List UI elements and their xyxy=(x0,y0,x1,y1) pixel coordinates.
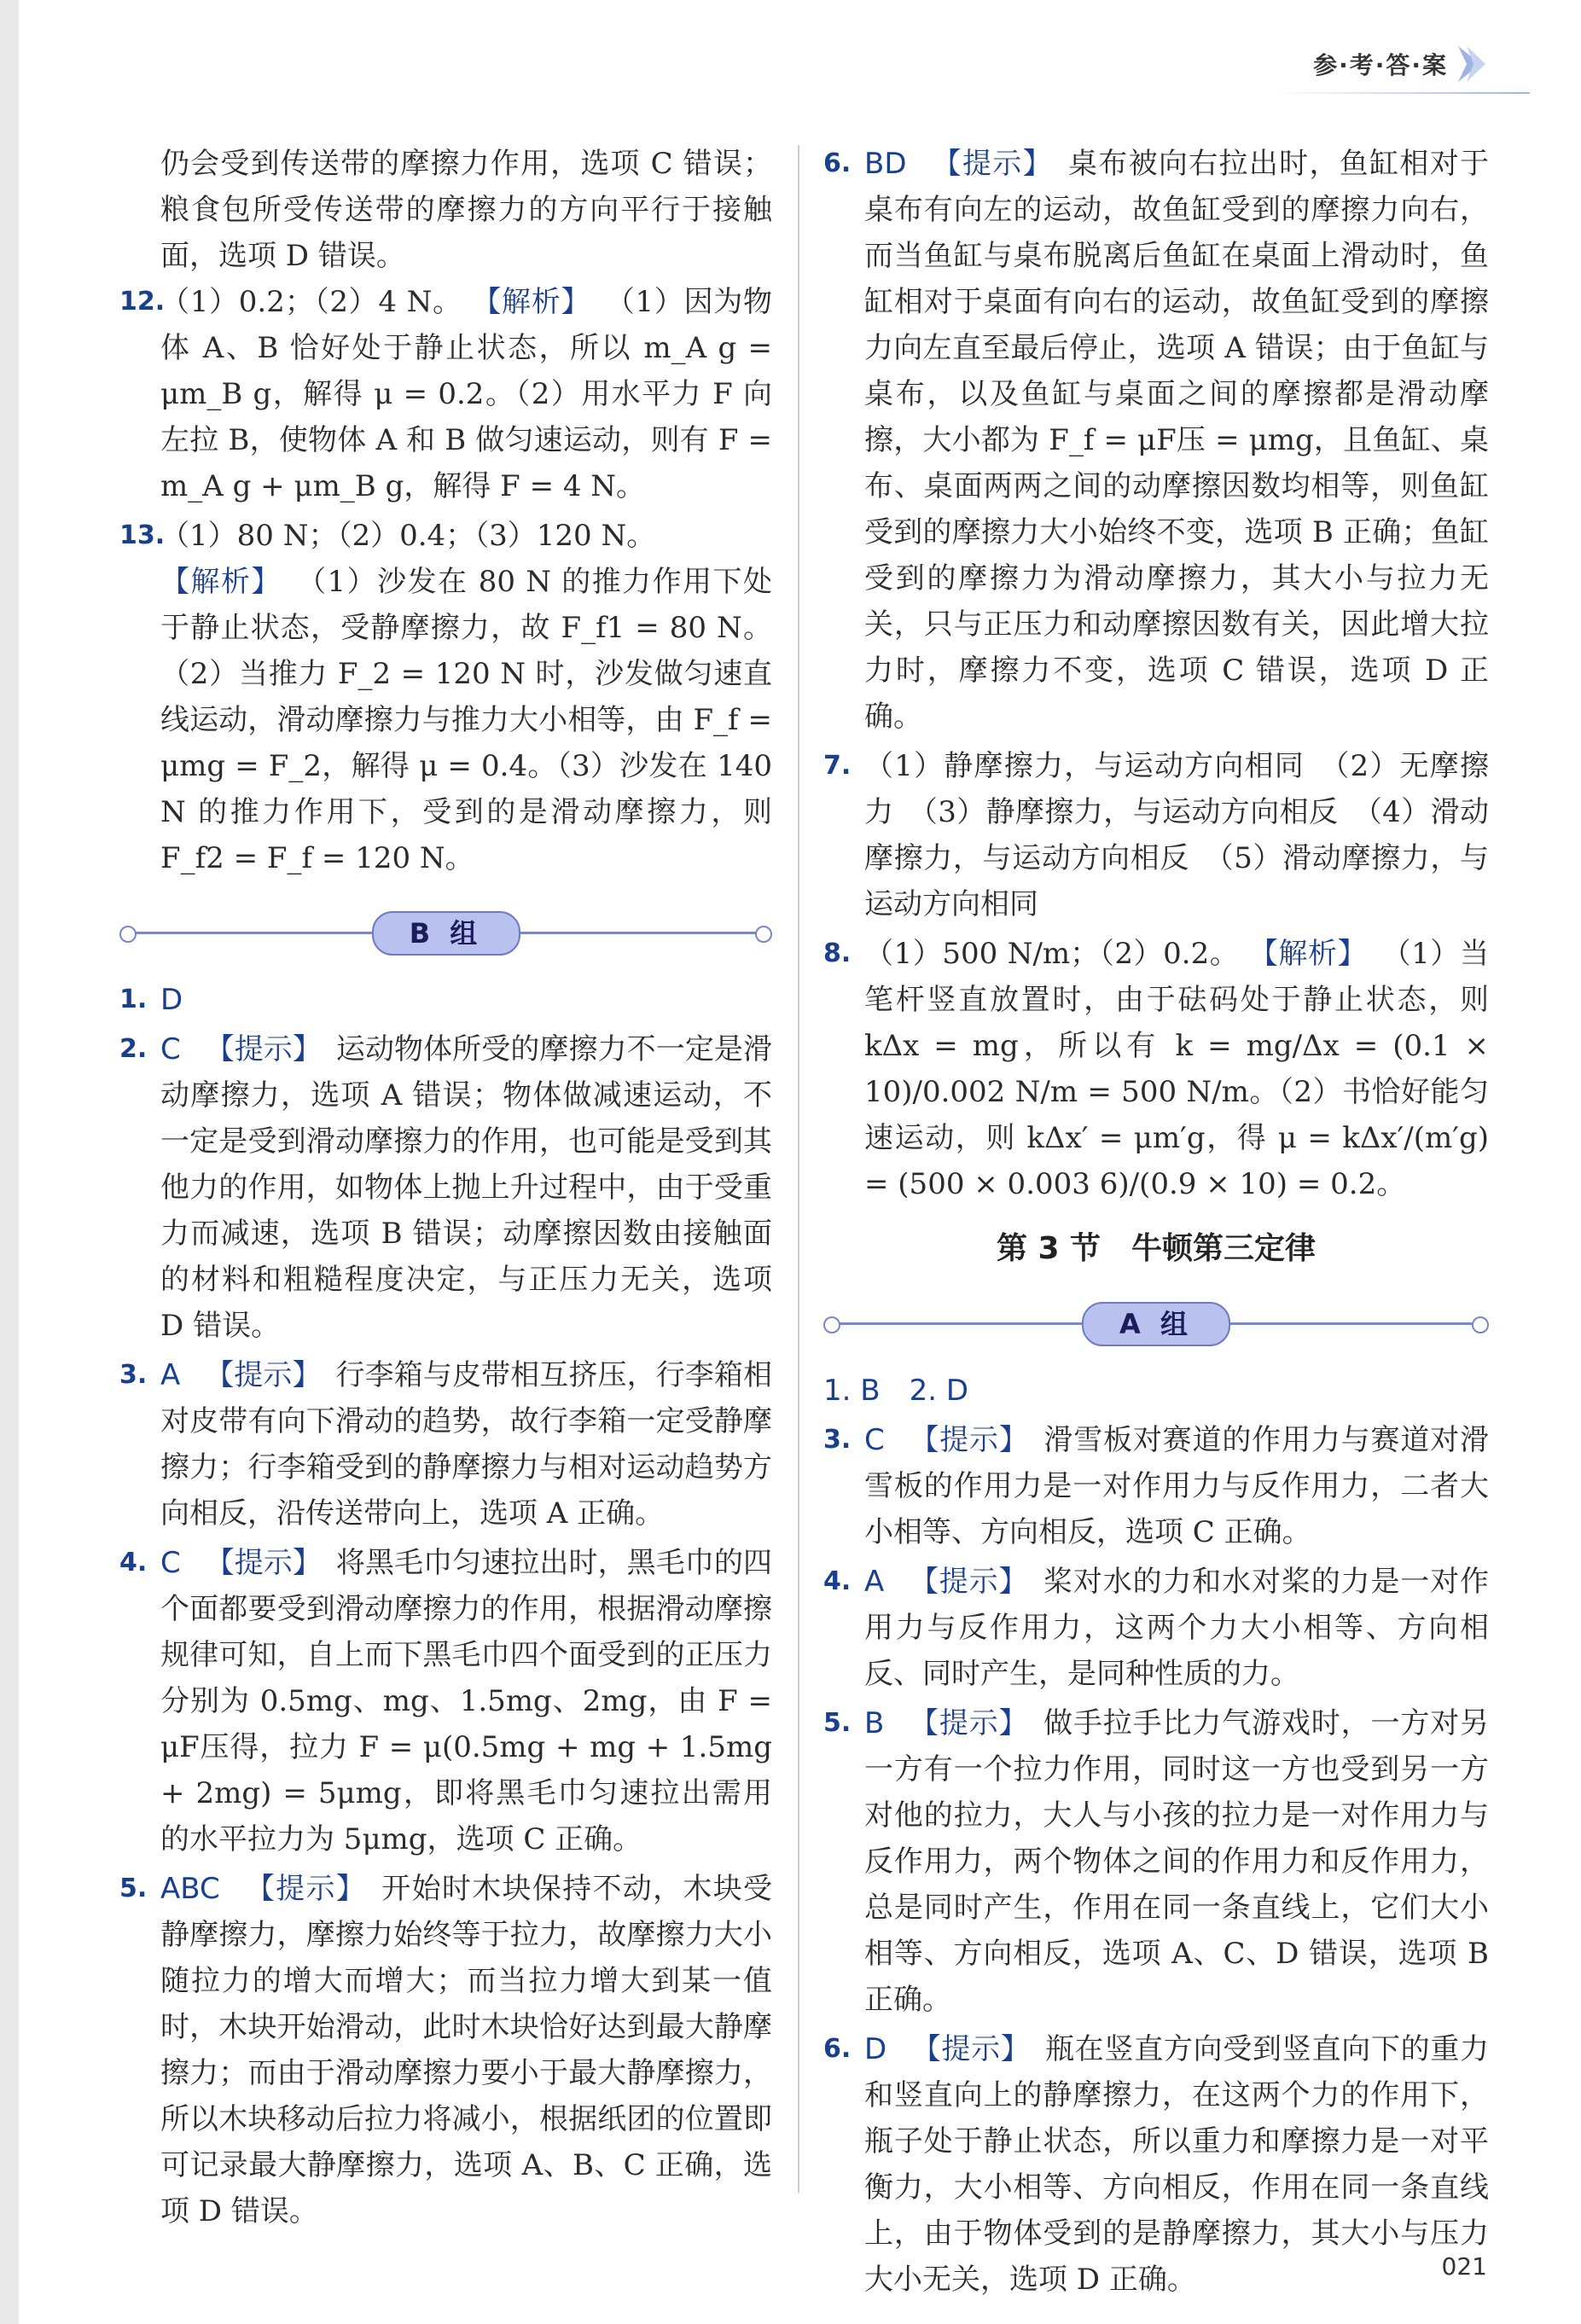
answer: A xyxy=(160,1358,181,1392)
answer: （1）500 N/m；（2）0.2。 xyxy=(864,937,1240,971)
hint-tag: 【提示】 xyxy=(910,1706,1029,1740)
answer: C xyxy=(864,1423,885,1457)
analysis-tag: 【解析】 xyxy=(472,285,591,319)
answer-text: 1. B 2. D xyxy=(823,1374,968,1408)
question-b6 xyxy=(823,141,1489,740)
answer: （1）0.2；（2）4 N。 xyxy=(160,285,462,319)
analysis-text: （1）沙发在 80 N 的推力作用下处于静止状态，受静摩擦力，故 F_f1 = 80 N。（2）当推力 F_2 = 120 N 时，沙发做匀速直线运动，滑动摩擦力与推力大小相等，由 F_f = μmg = F_2，解得 μ = 0.4。（3）沙发在 140 N 的推力作用下，受到的是滑动摩擦力，则 F_f2 = F_f = 120 N。 xyxy=(160,565,772,875)
answer-text: （1）静摩擦力，与运动方向相同 （2）无摩擦力 （3）静摩擦力，与运动方向相反 （4）滑动摩擦力，与运动方向相反 （5）滑动摩擦力，与运动方向相同 xyxy=(864,749,1489,921)
group-b-banner xyxy=(119,907,772,958)
question-number: 2. xyxy=(119,1034,148,1064)
question-number: 13. xyxy=(119,520,166,550)
question-number: 3. xyxy=(119,1360,148,1390)
question-12 xyxy=(119,279,772,509)
continued-text: 仍会受到传送带的摩擦力作用，选项 C 错误；粮食包所受传送带的摩擦力的方向平行于接触面，选项 D 错误。 xyxy=(160,147,772,273)
question-number: 5. xyxy=(823,1708,852,1738)
section-title: 第 3 节 牛顿第三定律 xyxy=(996,1231,1317,1266)
question-b5 xyxy=(119,1866,772,2234)
question-number: 1. xyxy=(119,985,148,1014)
answer: C xyxy=(160,1546,181,1580)
question-number: 6. xyxy=(823,148,852,178)
question-number: 12. xyxy=(119,287,166,317)
question-number: 8. xyxy=(823,938,852,968)
question-a4 xyxy=(823,1559,1489,1697)
hint-text: 瓶在竖直方向受到竖直向下的重力和竖直向上的静摩擦力，在这两个力的作用下，瓶子处于静止状态，所以重力和摩擦力是一对平衡力，大小相等、方向相反，作用在同一条直线上，由于物体受到的是静摩擦力，其大小与压力大小无关，选项 D 正确。 xyxy=(864,2032,1490,2297)
right-column xyxy=(823,141,1489,2306)
analysis-text: （1）当笔杆竖直放置时，由于砝码处于静止状态，则 kΔx = mg，所以有 k = mg/Δx = (0.1 × 10)/0.002 N/m = 500 N/m。（2）书恰好能匀速运动，则 kΔx′ = μm′g，得 μ = kΔx′/(m′g) = (500 × 0.003 6)/(0.9 × 10) = 0.2。 xyxy=(864,937,1490,1201)
answer: ABC xyxy=(160,1872,220,1906)
hint-text: 行李箱与皮带相互挤压，行李箱相对皮带有向下滑动的趋势，故行李箱一定受静摩擦力；行李箱受到的静摩擦力与相对运动趋势方向相反，沿传送带向上，选项 A 正确。 xyxy=(160,1358,773,1531)
answer: D xyxy=(864,2032,887,2066)
question-13 xyxy=(119,513,772,881)
question-b8 xyxy=(823,931,1489,1207)
hint-text: 运动物体所受的摩擦力不一定是滑动摩擦力，选项 A 错误；物体做减速运动，不一定是受到滑动摩擦力的作用，也可能是受到其他力的作用，如物体上抛上升过程中，由于受重力而减速，选项 B 错误；动摩擦因数由接触面的材料和粗糙程度决定，与正压力无关，选项 D 错误。 xyxy=(160,1032,772,1343)
question-number: 4. xyxy=(823,1566,852,1596)
banner-dot xyxy=(755,926,772,943)
analysis-tag: 【解析】 xyxy=(160,565,282,599)
question-a3 xyxy=(823,1417,1489,1555)
group-label: B 组 xyxy=(372,911,520,956)
question-a5 xyxy=(823,1700,1489,2023)
answer: BD xyxy=(864,147,907,181)
question-number: 6. xyxy=(823,2034,852,2064)
question-number: 4. xyxy=(119,1548,148,1577)
banner-dot xyxy=(823,1316,840,1333)
question-b1 xyxy=(119,977,772,1023)
group-label: A 组 xyxy=(1082,1302,1230,1346)
answer: A xyxy=(864,1565,885,1599)
question-b3 xyxy=(119,1352,772,1537)
group-a-banner xyxy=(823,1298,1489,1349)
answer: B xyxy=(864,1706,885,1740)
hint-tag: 【提示】 xyxy=(909,1565,1029,1599)
hint-text: 桨对水的力和水对桨的力是一对作用力与反作用力，这两个力大小相等、方向相反、同时产生，是同种性质的力。 xyxy=(864,1565,1490,1691)
hint-tag: 【提示】 xyxy=(911,2032,1031,2066)
hint-text: 做手拉手比力气游戏时，一方对另一方有一个拉力作用，同时这一方也受到另一方对他的拉力，大人与小孩的拉力是一对作用力与反作用力，两个物体之间的作用力和反作用力，总是同时产生，作用在同一条直线上，它们大小相等、方向相反，选项 A、C、D 错误，选项 B 正确。 xyxy=(864,1706,1490,2017)
hint-text: 开始时木块保持不动，木块受静摩擦力，摩擦力始终等于拉力，故摩擦力大小随拉力的增大而增大；而当拉力增大到某一值时，木块开始滑动，此时木块恰好达到最大静摩擦力；而由于滑动摩擦力要小于最大静摩擦力，所以木块移动后拉力将减小，根据纸团的位置即可记录最大静摩擦力，选项 A、B、C 正确，选项 D 错误。 xyxy=(160,1872,773,2228)
analysis-tag: 【解析】 xyxy=(1248,937,1368,971)
question-a6 xyxy=(823,2026,1489,2303)
column-divider xyxy=(798,145,799,2193)
answer: D xyxy=(160,983,183,1017)
question-number: 5. xyxy=(119,1874,148,1903)
header-rule xyxy=(1274,92,1530,94)
left-column xyxy=(119,141,772,2238)
answer: C xyxy=(160,1032,181,1066)
question-a1-a2 xyxy=(823,1368,1489,1414)
question-b4 xyxy=(119,1540,772,1862)
answer: （1）80 N；（2）0.4；（3）120 N。 xyxy=(160,519,656,553)
hint-tag: 【提示】 xyxy=(245,1872,367,1906)
question-number: 3. xyxy=(823,1425,852,1455)
hint-tag: 【提示】 xyxy=(205,1546,322,1580)
hint-tag: 【提示】 xyxy=(910,1423,1029,1457)
page-edge-shadow xyxy=(0,0,19,2324)
question-b7 xyxy=(823,743,1489,927)
hint-text: 将黑毛巾匀速拉出时，黑毛巾的四个面都要受到滑动摩擦力的作用，根据滑动摩擦规律可知，自上而下黑毛巾四个面受到的正压力分别为 0.5mg、mg、1.5mg、2mg，由 F = μF压得，拉力 F = μ(0.5mg + mg + 1.5mg + 2mg) = 5μmg，即将黑毛巾匀速拉出需用的水平拉力为 5μmg，选项 C 正确。 xyxy=(160,1546,772,1856)
hint-tag: 【提示】 xyxy=(205,1032,322,1066)
banner-dot xyxy=(119,926,137,943)
page-number: 021 xyxy=(1441,2252,1487,2280)
hint-text: 桌布被向右拉出时，鱼缸相对于桌布有向左的运动，故鱼缸受到的摩擦力向右，而当鱼缸与桌布脱离后鱼缸在桌面上滑动时，鱼缸相对于桌面有向右的运动，故鱼缸受到的摩擦力向左直至最后停止，选项 A 错误；由于鱼缸与桌布，以及鱼缸与桌面之间的摩擦都是滑动摩擦，大小都为 F_f = μF压 = μmg，且鱼缸、桌布、桌面两两之间的动摩擦因数均相等，则鱼缸受到的摩擦力大小始终不变，选项 B 正确；鱼缸受到的摩擦力为滑动摩擦力，其大小与拉力无关，只与正压力和动摩擦因数有关，因此增大拉力时，摩擦力不变，选项 C 错误，选项 D 正确。 xyxy=(864,147,1490,734)
banner-dot xyxy=(1472,1316,1489,1333)
page-header xyxy=(1313,44,1487,84)
chevron-right-icon xyxy=(1455,44,1487,84)
question-b2 xyxy=(119,1026,772,1349)
hint-tag: 【提示】 xyxy=(205,1358,322,1392)
hint-text: 滑雪板对赛道的作用力与赛道对滑雪板的作用力是一对作用力与反作用力，二者大小相等、方向相反，选项 C 正确。 xyxy=(864,1423,1489,1549)
header-label: 参·考·答·案 xyxy=(1313,51,1448,79)
question-number: 7. xyxy=(823,751,852,781)
hint-tag: 【提示】 xyxy=(932,147,1053,181)
analysis-text: （1）因为物体 A、B 恰好处于静止状态，所以 m_A g = μm_B g，解得 μ = 0.2。（2）用水平力 F 向左拉 B，使物体 A 和 B 做匀速运动，则有 F = m_A g + μm_B g，解得 F = 4 N。 xyxy=(160,285,773,503)
